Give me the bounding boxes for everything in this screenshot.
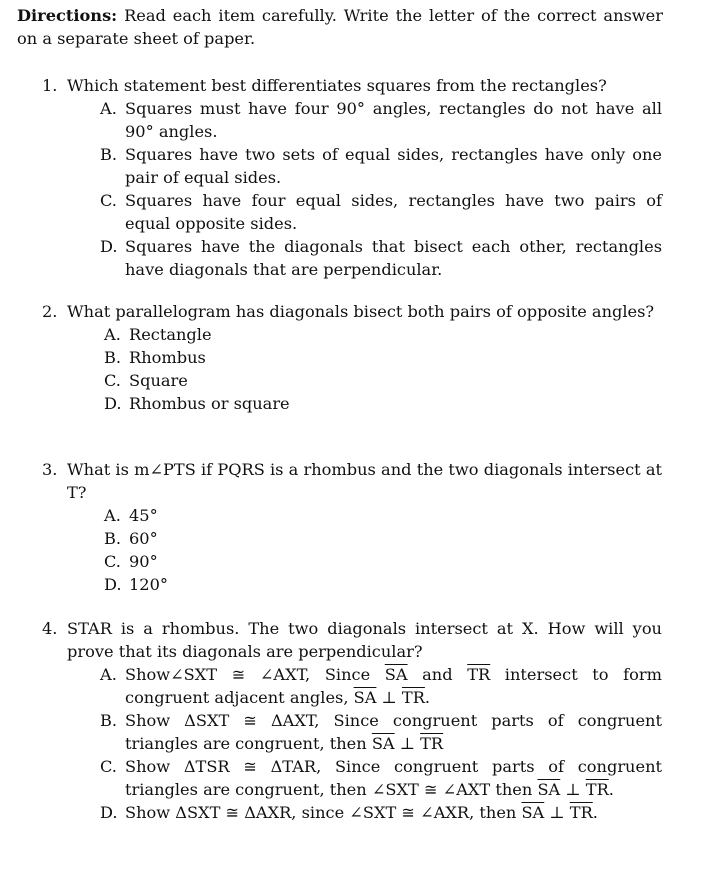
perpendicular-symbol: ⊥: [560, 780, 586, 799]
option-letter: B.: [100, 711, 118, 730]
text-part: .: [424, 688, 431, 707]
option-letter: C.: [100, 757, 117, 776]
text-part: Show ΔSXT ≅ ΔAXR, since ∠SXT ≅ ∠AXR, then: [125, 803, 522, 822]
question-text: STAR is a rhombus. The two diagonals intersect at X. How will you prove that its diagonals are perpendicular?: [67, 619, 662, 661]
option-text: [125, 709, 662, 755]
segment-sa: $\overline{SA}$: [521, 803, 545, 822]
question-text: What is m∠PTS if PQRS is a rhombus and the two diagonals intersect at T?: [67, 460, 662, 502]
segment-sa: $\overline{SA}$: [537, 780, 561, 799]
text-part: intersect to form congruent adjacent angles,: [125, 665, 662, 707]
option-text: Squares must have four 90° angles, rectangles do not have all 90° angles.: [125, 99, 662, 141]
question-text: What parallelogram has diagonals bisect both pairs of opposite angles?: [67, 302, 655, 321]
option-text: 90°: [129, 552, 158, 571]
segment-sa: $\overline{SA}$: [353, 688, 377, 707]
text-part: and: [407, 665, 468, 684]
options-list: [104, 323, 662, 415]
option-letter: A.: [100, 99, 117, 118]
option-a[interactable]: [104, 323, 662, 346]
question-1: [42, 74, 662, 281]
option-letter: C.: [100, 191, 117, 210]
text-part: Show∠SXT ≅ ∠AXT, Since: [125, 665, 385, 684]
segment-sa: $\overline{SA}$: [371, 734, 395, 753]
option-letter: A.: [100, 665, 117, 684]
option-c[interactable]: [100, 755, 662, 801]
perpendicular-symbol: ⊥: [394, 734, 421, 753]
option-d[interactable]: [100, 235, 662, 281]
question-number: 3.: [42, 460, 58, 479]
option-b[interactable]: [100, 143, 662, 189]
option-letter: C.: [104, 552, 121, 571]
option-text: Rectangle: [129, 325, 212, 344]
question-number: 4.: [42, 619, 58, 638]
option-text: [125, 663, 662, 709]
option-text: Squares have four equal sides, rectangles have two pairs of equal opposite sides.: [125, 191, 662, 233]
option-letter: D.: [100, 803, 118, 822]
text-part: Show ΔSXT ≅ ΔAXT, Since congruent parts of congruent triangles are congruent, then: [125, 711, 662, 753]
option-c[interactable]: [104, 550, 662, 573]
option-b[interactable]: [100, 709, 662, 755]
option-letter: B.: [104, 529, 122, 548]
option-text: Rhombus or square: [129, 394, 290, 413]
option-text: Rhombus: [129, 348, 206, 367]
segment-tr: $\overline{TR}$: [420, 734, 444, 753]
option-text: 45°: [129, 506, 158, 525]
option-a[interactable]: [104, 504, 662, 527]
option-b[interactable]: [104, 346, 662, 369]
directions-text: Read each item carefully. Write the letter of the correct answer on a separate sheet of paper.: [17, 6, 663, 48]
segment-tr: $\overline{TR}$: [467, 665, 491, 684]
option-letter: A.: [104, 325, 121, 344]
option-letter: C.: [104, 371, 121, 390]
option-d[interactable]: [100, 801, 662, 824]
option-a[interactable]: [100, 663, 662, 709]
option-text: Squares have the diagonals that bisect each other, rectangles have diagonals that are perpendicular.: [125, 237, 662, 279]
option-b[interactable]: [104, 527, 662, 550]
option-text: Square: [129, 371, 188, 390]
text-part: .: [592, 803, 598, 822]
option-text: 60°: [129, 529, 158, 548]
segment-sa: $\overline{SA}$: [384, 665, 408, 684]
question-4: [42, 617, 662, 824]
option-letter: A.: [104, 506, 121, 525]
options-list: [104, 504, 662, 596]
option-text: [125, 801, 662, 824]
option-c[interactable]: [104, 369, 662, 392]
question-text: Which statement best differentiates squares from the rectangles?: [67, 76, 607, 95]
option-c[interactable]: [100, 189, 662, 235]
segment-tr: $\overline{TR}$: [585, 780, 609, 799]
question-number: 2.: [42, 302, 58, 321]
question-2: [42, 300, 662, 415]
option-text: 120°: [129, 575, 168, 594]
option-letter: B.: [104, 348, 122, 367]
option-d[interactable]: [104, 392, 662, 415]
option-a[interactable]: [100, 97, 662, 143]
option-letter: D.: [104, 575, 122, 594]
option-letter: D.: [100, 237, 118, 256]
options-list: [100, 97, 662, 281]
perpendicular-symbol: ⊥: [544, 803, 570, 822]
segment-tr: $\overline{TR}$: [401, 688, 425, 707]
directions-label: Directions:: [17, 6, 118, 25]
option-text: [125, 755, 662, 801]
question-3: [42, 458, 662, 596]
option-d[interactable]: [104, 573, 662, 596]
segment-tr: $\overline{TR}$: [569, 803, 593, 822]
option-letter: D.: [104, 394, 122, 413]
options-list: [100, 663, 662, 824]
text-part: Show ΔTSR ≅ ΔTAR, Since congruent parts of congruent triangles are congruent, then ∠SXT ≅ ∠AXT then: [125, 757, 662, 799]
option-letter: B.: [100, 145, 118, 164]
text-part: .: [608, 780, 614, 799]
option-text: Squares have two sets of equal sides, rectangles have only one pair of equal sides.: [125, 145, 662, 187]
question-number: 1.: [42, 76, 58, 95]
directions: [17, 4, 663, 50]
perpendicular-symbol: ⊥: [376, 688, 402, 707]
